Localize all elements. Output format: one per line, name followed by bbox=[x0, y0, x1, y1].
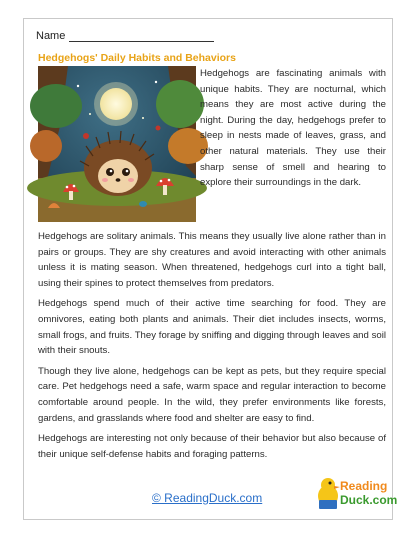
name-line[interactable] bbox=[69, 30, 214, 42]
paragraph: Hedgehogs spend much of their active time searching for food. They are omnivores, eating both plants and animals. Their diet includes insects, worms, small frogs, and fruits. They forage by sniffing and digging through leaves and soil with their snouts. bbox=[38, 298, 386, 357]
paragraph: Hedgehogs are solitary animals. This means they usually live alone rather than in pairs or groups. They are shy creatures and avoid interacting with other animals unless it is mating season. When threatened, hedgehogs curl into a tight ball, using their spines to protect themselves from predators. bbox=[38, 231, 386, 289]
intro-paragraph: Hedgehogs are fascinating animals with unique habits. They are nocturnal, which means they are most active during the night. During the day, hedgehogs prefer to sleep in nests made of leaves, grass, and other natural materials. They use their sharp sense of smell and hearing to explore their surroundings in the dark. bbox=[200, 68, 386, 189]
name-field bbox=[36, 30, 214, 42]
logo-text-line1: Reading bbox=[340, 479, 388, 493]
worksheet-title: Hedgehogs' Daily Habits and Behaviors bbox=[38, 52, 236, 64]
readingduck-logo bbox=[316, 470, 398, 514]
hedgehog-illustration bbox=[38, 66, 196, 222]
readingduck-link[interactable]: © ReadingDuck.com bbox=[152, 491, 263, 505]
logo-text-line2: Duck.com bbox=[340, 493, 398, 507]
paragraph: Though they live alone, hedgehogs can be kept as pets, but they require special care. Pet hedgehogs need a safe, warm space and regular interaction to become comfortable around people. In the wild, they prefer environments like forests, gardens, and grasslands where food and shelter are easy to find. bbox=[38, 365, 386, 424]
paragraph: Hedgehogs are interesting not only because of their behavior but also because of their unique self-defense habits and foraging patterns. bbox=[38, 433, 386, 460]
body-text bbox=[38, 229, 386, 467]
worksheet-page bbox=[23, 18, 398, 520]
name-label: Name bbox=[36, 30, 66, 42]
